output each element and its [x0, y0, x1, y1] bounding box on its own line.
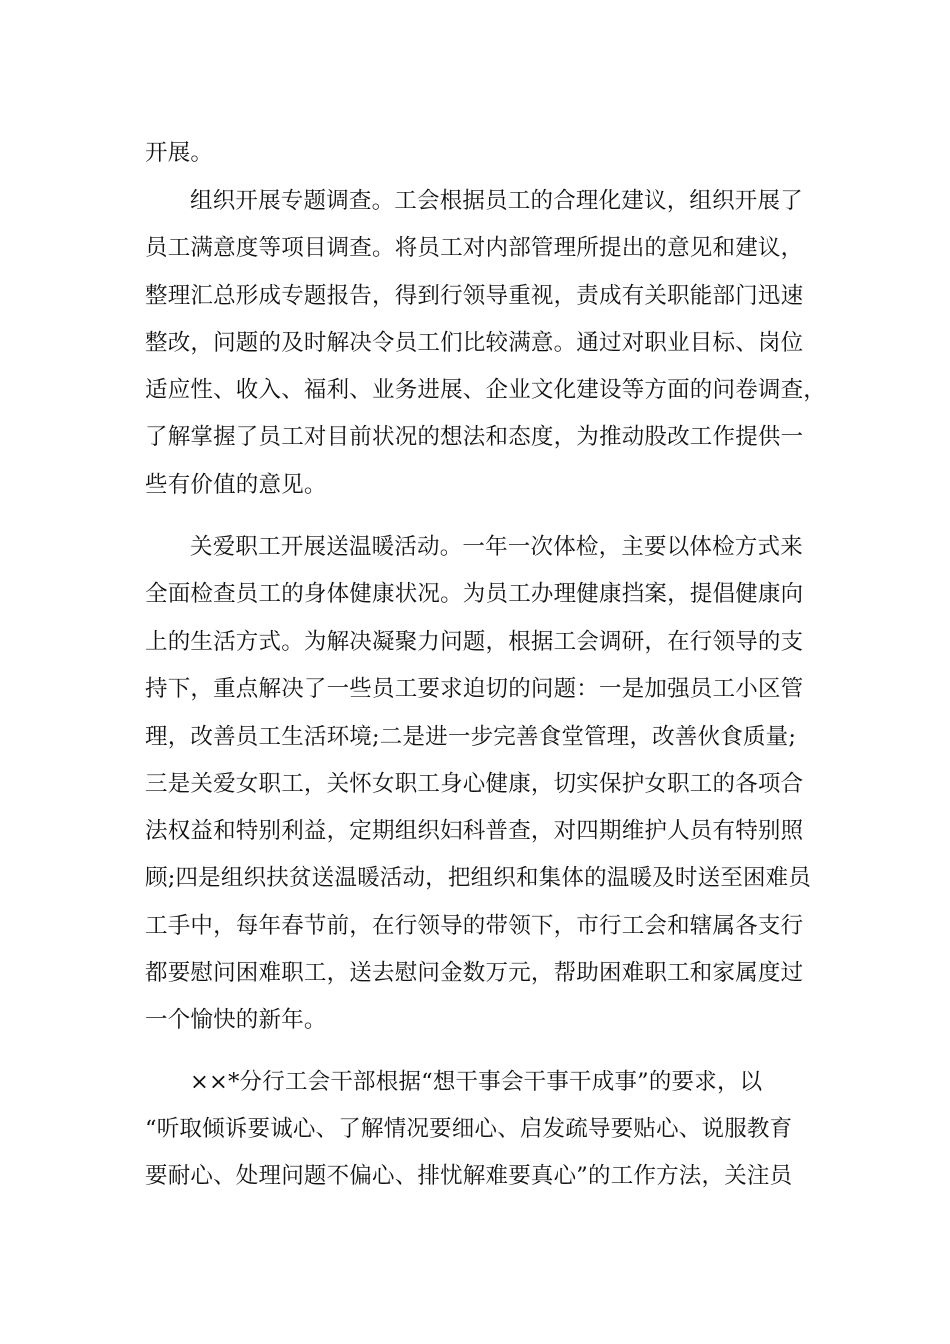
- text-line: 了解掌握了员工对目前状况的想法和态度，为推动股改工作提供一: [145, 424, 804, 450]
- text-line: 适应性、收入、福利、业务进展、企业文化建设等方面的问卷调查，: [145, 377, 827, 403]
- text-line: 全面检查员工的身体健康状况。为员工办理健康挡案，提倡健康向: [145, 581, 804, 607]
- text-line: 员工满意度等项目调查。将员工对内部管理所提出的意见和建议，: [145, 235, 804, 261]
- text-line: “听取倾诉要诚心、了解情况要细心、启发疏导要贴心、说服教育: [145, 1116, 793, 1142]
- text-line: 工手中，每年春节前，在行领导的带领下，市行工会和辖属各支行: [145, 913, 804, 939]
- text-line: 些有价值的意见。: [145, 472, 327, 498]
- text-line: 整改，问题的及时解决令员工们比较满意。通过对职业目标、岗位: [145, 330, 804, 356]
- text-line: 要耐心、处理问题不偏心、排忧解难要真心”的工作方法，关注员: [145, 1163, 793, 1189]
- text-line: 关爱职工开展送温暖活动。一年一次体检，主要以体检方式来: [190, 534, 803, 560]
- text-line: 理，改善员工生活环境;二是进一步完善食堂管理，改善伙食质量;: [145, 724, 797, 750]
- text-line: 开展。: [145, 140, 214, 166]
- text-line: 三是关爱女职工，关怀女职工身心健康，切实保护女职工的各项合: [145, 771, 804, 797]
- text-line: 都要慰问困难职工，送去慰问金数万元，帮助困难职工和家属度过: [145, 960, 804, 986]
- text-line: 法权益和特别利益，定期组织妇科普查，对四期维护人员有特别照: [145, 818, 804, 844]
- text-line: ××*分行工会干部根据“想干事会干事干成事”的要求，以: [190, 1069, 763, 1095]
- text-line: 上的生活方式。为解决凝聚力问题，根据工会调研，在行领导的支: [145, 629, 804, 655]
- text-line: 持下，重点解决了一些员工要求迫切的问题：一是加强员工小区管: [145, 676, 804, 702]
- text-line: 一个愉快的新年。: [145, 1007, 327, 1033]
- text-line: 组织开展专题调查。工会根据员工的合理化建议，组织开展了: [190, 188, 803, 214]
- text-line: 整理汇总形成专题报告，得到行领导重视，责成有关职能部门迅速: [145, 283, 804, 309]
- text-line: 顾;四是组织扶贫送温暖活动，把组织和集体的温暖及时送至困难员: [145, 865, 812, 891]
